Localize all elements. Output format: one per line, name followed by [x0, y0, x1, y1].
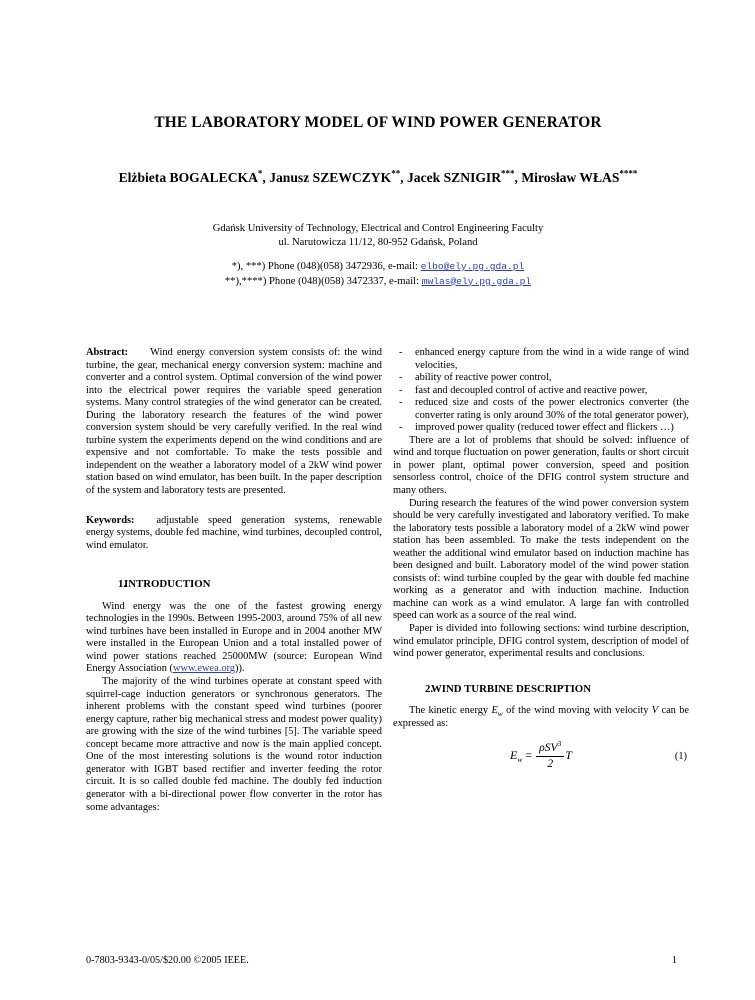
eq1-s: S: [544, 742, 551, 755]
right-paragraph-1: There are a lot of problems that should be solved: influence of wind and torque fluctuation on power generation, faults or short circuit in power plant, optimal power conversion, speed and position sensorless control, choice of the DFIG control system structure and many others.: [393, 434, 689, 497]
footer-copyright: 0-7803-9343-0/05/$20.00 ©2005 IEEE.: [86, 955, 249, 966]
turbine-p1-a: The kinetic energy: [409, 705, 492, 717]
affiliation-line-2: ul. Narutowicza 11/12, 80-952 Gdańsk, Poland: [278, 236, 478, 248]
list-item: [393, 372, 689, 385]
section-title-1: INTRODUCTION: [124, 578, 211, 591]
eq1-numerator: [536, 739, 564, 757]
affiliation-line-1: Gdańsk University of Technology, Electrical and Control Engineering Faculty: [212, 223, 544, 234]
eq1-tail: T: [565, 748, 572, 763]
affiliation-block: [78, 222, 678, 249]
eq1-equals: =: [525, 748, 533, 763]
advantage-text-1: ability of reactive power control,: [415, 372, 552, 384]
abstract-text: Wind energy conversion system consists of: the wind turbine, the gear, mechanical energy conversion system: machine and converter and a control system. Optimal conversion of the wind power into the electrical power requires the variable speed generation systems. Many control strategies of the wind generator can be created. During the laboratory research the features of the wind power conversion system should be very carefully verified. In the real wind turbine system the experiments depend on the wind conditions and are expensive and not comfortable. To make the tests possible and independent on the weather a laboratory model of a 2kW wind power station based on wind emulator, has been built. In the paper description of the system and laboratory tests are presented.: [86, 347, 382, 497]
ewea-link[interactable]: www.ewea.org: [172, 663, 236, 675]
turbine-paragraph-1: [393, 705, 689, 730]
eq1-denominator: 2: [547, 757, 554, 770]
dash-bullet: -: [399, 384, 403, 396]
section-heading-wind-turbine: [393, 683, 689, 696]
dash-bullet: -: [399, 372, 403, 384]
footer-page-number: 1: [671, 955, 677, 966]
right-paragraph-3: Paper is divided into following sections: wind turbine description, wind emulator principle, DFIG control system, description of model of wind power generator, experimental results and conclusions.: [393, 623, 689, 660]
section-number-1: 1.: [118, 578, 127, 591]
turbine-p1-c: can be expressed as:: [393, 705, 689, 729]
section-number-2: 2.: [425, 682, 434, 695]
right-paragraph-2: During research the features of the wind power conversion system should be very carefully investigated and laboratory verified. To make the laboratory tests possible a laboratory model of a 2kW wind power station has been assembled. To make the tests independent on the weather the additional wind emulator based on induction machine has been designed and built. Laboratory model of the wind power station consists of: wind turbine coupled by the gear with double fed machine working as a generator and with induction machine. Induction machine can work as a wind emulator. A large fan with controlled speed can work as a source of the real wind.: [393, 497, 689, 622]
advantage-text-3: reduced size and costs of the power electronics converter (the converter rating is only around 30% of the total generator power),: [415, 397, 689, 421]
symbol-e: E: [491, 705, 498, 717]
list-item: [393, 422, 689, 435]
contact-block: [78, 260, 678, 289]
author-0-marker: *: [257, 168, 263, 179]
author-1-marker: **: [391, 168, 401, 179]
contact-line-2-text: **),****) Phone (048)(058) 3472337, e-mail:: [224, 275, 422, 287]
author-1-name: Janusz SZEWCZYK: [269, 170, 392, 185]
turbine-p1-b: of the wind moving with velocity: [502, 705, 652, 717]
contact-line-2: [78, 275, 678, 290]
symbol-v: V: [651, 705, 659, 717]
advantage-text-2: fast and decoupled control of active and reactive power,: [415, 384, 648, 396]
list-item: [393, 347, 689, 372]
equation-1-number: (1): [674, 751, 687, 763]
advantage-text-0: enhanced energy capture from the wind in a wide range of wind velocities,: [415, 347, 689, 371]
eq1-v-exponent: 3: [557, 739, 562, 749]
section-heading-introduction: [86, 578, 382, 591]
list-item: [393, 397, 689, 422]
intro-p1-text-b: )).: [235, 663, 245, 675]
abstract-label: Abstract:: [86, 347, 129, 358]
left-column: [86, 347, 382, 814]
symbol-ew: [491, 705, 503, 719]
email-link-mwlas[interactable]: mwlas@ely.pg.gda.pl: [421, 275, 532, 287]
list-item: [393, 385, 689, 398]
keywords-label: Keywords:: [86, 514, 135, 526]
symbol-e-subscript: w: [497, 709, 503, 719]
advantages-list: [393, 347, 689, 435]
equation-1: [393, 739, 689, 770]
right-column: [393, 347, 689, 778]
eq1-rho: ρ: [539, 742, 545, 755]
keywords-text: adjustable speed generation systems, renewable energy systems, double fed machine, wind turbines, decoupled control, wind emulator.: [86, 514, 382, 551]
author-3-marker: ****: [619, 168, 638, 179]
dash-bullet: -: [399, 347, 403, 358]
email-link-elbo[interactable]: elbo@ely.pg.gda.pl: [420, 261, 525, 272]
intro-paragraph-1: [86, 601, 382, 676]
author-2-marker: ***: [501, 168, 515, 179]
keywords-paragraph: [86, 515, 382, 553]
author-list: Elżbieta BOGALECKA*, Janusz SZEWCZYK**, Jacek SZNIGIR***, Mirosław WŁAS****: [118, 168, 638, 185]
contact-line-1-text: *), ***) Phone (048)(058) 3472936, e-mail:: [231, 261, 421, 272]
eq1-fraction: [536, 739, 564, 770]
dash-bullet: -: [399, 397, 403, 409]
eq1-lhs: E: [510, 748, 518, 763]
author-0-name: Elżbieta BOGALECKA: [118, 170, 258, 185]
page-title: THE LABORATORY MODEL OF WIND POWER GENERATOR: [154, 114, 602, 131]
equation-1-wrapper: [393, 739, 689, 778]
author-2-name: Jacek SZNIGIR: [407, 170, 502, 185]
section-title-2: WIND TURBINE DESCRIPTION: [431, 682, 591, 695]
contact-line-1: [78, 260, 678, 275]
intro-paragraph-2: The majority of the wind turbines operate at constant speed with squirrel-cage induction generators or synchronous generators. The inherent problems with the constant speed wind turbines (poorer energy capture, rather big mechanical stress and modest power quality) are growing with the size of the wind turbines [5]. The variable speed concept became more attractive and now is the main applied concept. One of the most interesting solutions is the wound rotor induction generator with IGBT based rectifier and inverter feeding the rotor circuit. It is so called double fed machine. The doubly fed induction generator with a bi-directional power flow converter in the rotor has some advantages:: [86, 676, 382, 813]
eq1-lhs-subscript: w: [517, 755, 523, 765]
dash-bullet: -: [399, 422, 403, 434]
author-3-name: Mirosław WŁAS: [521, 170, 620, 185]
eq1-v: V: [550, 742, 558, 755]
abstract-paragraph: [86, 347, 382, 498]
intro-p1-text-a: Wind energy was the one of the fastest growing energy technologies in the 1990s. Between 1995-2003, around 75% of all new wind turbines have been installed in Europe and in 2004 another MW were installed in the European Union and a total installed power of wind power stations reached 25000MW (source: European Wind Energy Association (: [86, 600, 382, 675]
advantage-text-4: improved power quality (reduced tower effect and flickers …): [415, 422, 674, 434]
